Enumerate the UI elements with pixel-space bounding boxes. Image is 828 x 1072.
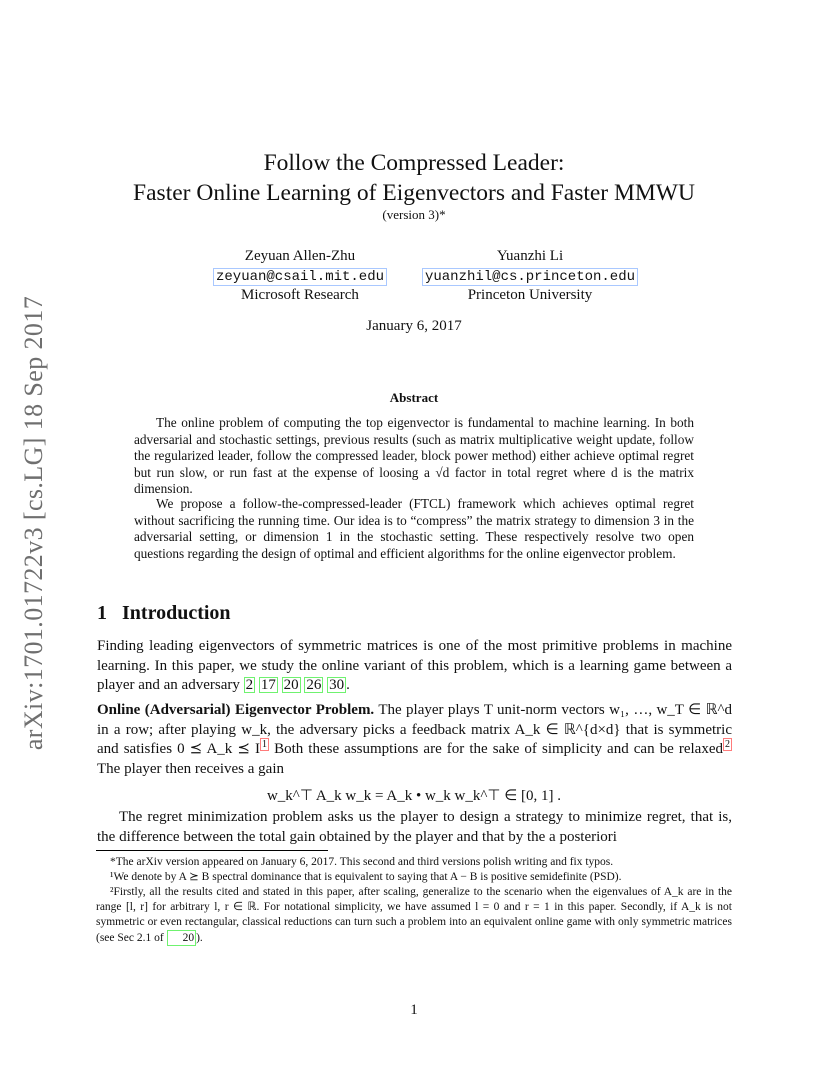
section-heading bbox=[97, 602, 231, 625]
author-block-2 bbox=[415, 247, 645, 306]
footnote-link[interactable]: 1 bbox=[262, 739, 267, 750]
citation-link[interactable]: 30 bbox=[329, 677, 345, 693]
author-affiliation: Microsoft Research bbox=[241, 287, 359, 303]
page-number: 1 bbox=[410, 1002, 418, 1018]
paper-title-line2: Faster Online Learning of Eigenvectors and Faster MMWU bbox=[133, 180, 695, 206]
arxiv-sidebar bbox=[14, 288, 54, 758]
arxiv-identifier: arXiv:1701.01722v3 [cs.LG] 18 Sep 2017 bbox=[19, 295, 49, 751]
gain-equation: w_k^⊤ A_k w_k = A_k • w_k w_k^⊤ ∈ [0, 1] . bbox=[266, 788, 562, 804]
version-note: (version 3)* bbox=[382, 207, 446, 222]
abstract-paragraph-1: The online problem of computing the top eigenvector is fundamental to machine learning. In both adversarial and stochastic settings, previous results (such as matrix multiplicative weight update, follow the regularized leader, follow the compressed leader, block power method) either achieve optimal regret but run slow, or run fast at the expense of loosing a √d factor in total regret where d is the matrix dimension. bbox=[134, 415, 694, 497]
problem-paragraph: Online (Adversarial) Eigenvector Problem. The player plays T unit-norm vectors w₁, …, w_T ∈ ℝ^d in a row; after playing w_k, the adversary picks a feedback matrix A_k ∈ ℝ^{d×d} that is symmetric and satisfies 0 ⪯ A_k ⪯ I $^1$ Both these assumptions are for the sake of simplicity and can be relaxed $^2$ The player then receives a gain bbox=[97, 702, 732, 777]
paper-title-line1: Follow the Compressed Leader: bbox=[263, 150, 565, 176]
citation-link[interactable]: 20 bbox=[283, 677, 299, 693]
footnote-1: ¹We denote by A ⪰ B spectral dominance that is equivalent to saying that A − B is positive semidefinite (PSD). bbox=[110, 871, 622, 883]
author-email-link[interactable]: zeyuan@csail.mit.edu bbox=[213, 268, 387, 286]
footnote-link[interactable]: 2 bbox=[725, 739, 730, 750]
author-affiliation: Princeton University bbox=[467, 287, 593, 303]
author-name: Yuanzhi Li bbox=[496, 248, 564, 264]
footnote-star: *The arXiv version appeared on January 6, 2017. This second and third versions polish writing and fix typos. bbox=[110, 856, 614, 868]
author-name: Zeyuan Allen-Zhu bbox=[244, 248, 356, 264]
author-block-1 bbox=[200, 247, 400, 306]
abstract-paragraph-2: We propose a follow-the-compressed-leader (FTCL) framework which achieves optimal regret without sacrificing the running time. Our idea is to “compress” the matrix strategy to dimension 3 in the adversarial setting, or dimension 1 in the stochastic setting. These respectively resolve two open questions regarding the design of optimal and efficient algorithms for the online eigenvector problem. bbox=[134, 496, 694, 561]
citation-link[interactable]: 2 bbox=[245, 677, 254, 693]
intro-paragraph: Finding leading eigenvectors of symmetric matrices is one of the most primitive problems in machine learning. In this paper, we study the online variant of this problem, which is a learning game between a player and an adversary 2 17 20 26 30 . bbox=[97, 638, 732, 693]
citation-link[interactable]: 20 bbox=[167, 930, 197, 946]
regret-paragraph: The regret minimization problem asks us the player to design a strategy to minimize regret, that is, the difference between the total gain obtained by the player and that by the a posteriori bbox=[97, 809, 732, 845]
citation-link[interactable]: 17 bbox=[260, 677, 276, 693]
footnote-2: ²Firstly, all the results cited and stated in this paper, after scaling, generalize to the scenario when the eigenvalues of A_k are in the range [l, r] for arbitrary l, r ∈ ℝ. For notational simplicity, we have assumed l = 0 and r = 1 in this paper. Secondly, if A_k is not symmetric or even rectangular, classical reductions can turn such a problem into an equivalent online game with only symmetric matrices (see Sec 2.1 of 20 ). bbox=[96, 886, 732, 944]
citation-link[interactable]: 26 bbox=[306, 677, 322, 693]
author-email-link[interactable]: yuanzhil@cs.princeton.edu bbox=[422, 268, 638, 286]
section-number: 1 bbox=[97, 602, 107, 624]
footnote-rule bbox=[96, 850, 328, 851]
problem-heading: Online (Adversarial) Eigenvector Problem. bbox=[97, 702, 375, 718]
abstract-heading: Abstract bbox=[389, 390, 439, 405]
paper-date: January 6, 2017 bbox=[366, 318, 462, 334]
section-title: Introduction bbox=[122, 602, 231, 624]
